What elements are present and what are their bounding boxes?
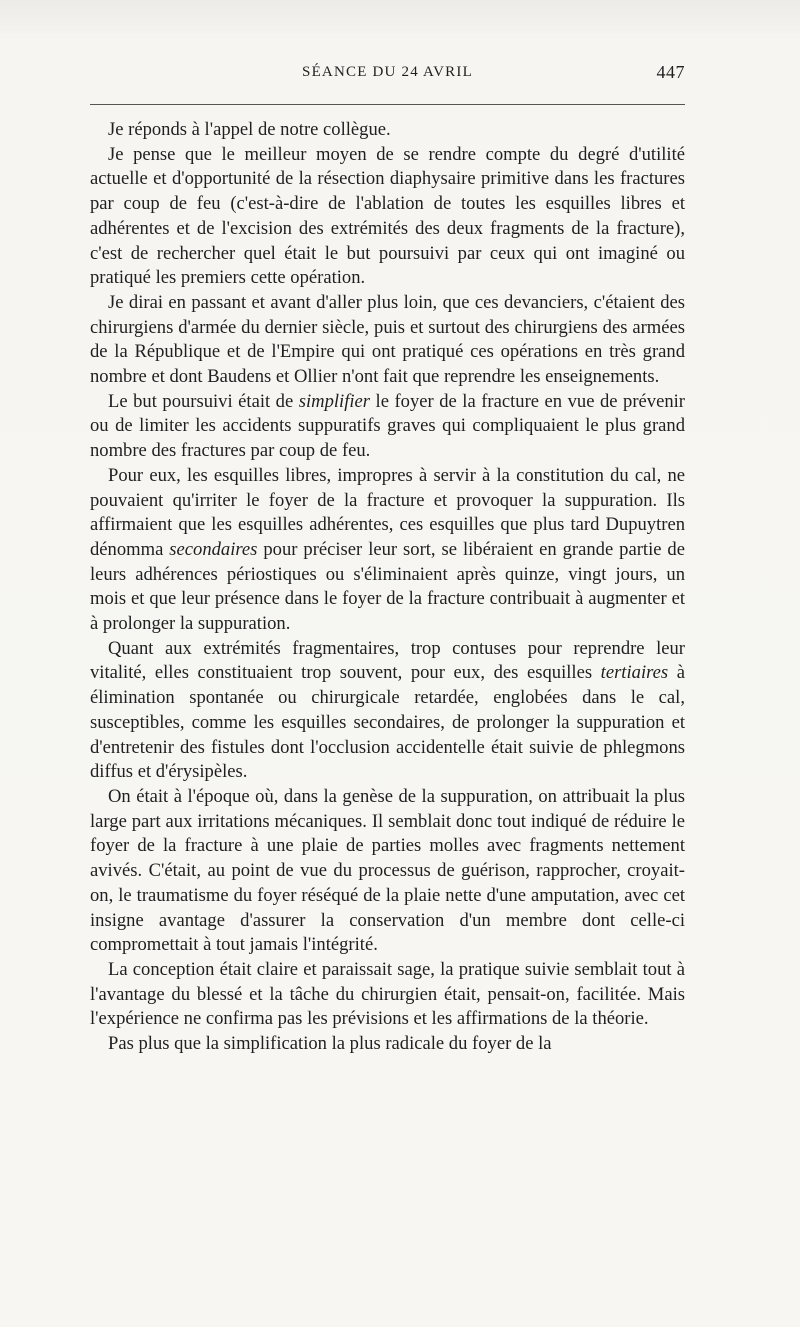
running-head: SÉANCE DU 24 AVRIL (302, 64, 473, 80)
paragraph-2 (90, 143, 685, 291)
italic-term: simplifier (298, 390, 371, 412)
text-run: Pas plus que la simplification la plus radicale du foyer de la (108, 1033, 552, 1055)
text-run: On était à l'époque où, dans la genèse de la suppuration, on attribuait la plus large part aux irritations mécaniques. Il semblait donc tout indiqué de réduire le foyer de la fracture à une plaie de parties molles avec fragments nettement avivés. C'était, au point de vue du processus de guérison, rapprocher, croyait-on, le traumatisme du foyer réséqué de la plaie nette d'une amputation, avec cet insigne avantage d'assurer la conservation d'un membre dont celle-ci compromettait à tout jamais l'intégrité. (90, 785, 685, 956)
text-run: à élimination spontanée ou chirurgicale retardée, englobées dans le cal, susceptibles, comme les esquilles secondaires, de prolonger la suppuration et d'entretenir des fistules dont l'occlusion accidentelle était suivie de phlegmons diffus et d'érysipèles. (90, 662, 685, 783)
paragraph-7 (90, 785, 685, 958)
text-run: pour préciser leur sort, se libéraient en grande partie de leurs adhérences périostiques ou s'éliminaient après quinze, vingt jours, un mois et que leur présence dans le foyer de la fracture contribuait à augmenter et à prolonger la suppuration. (90, 538, 685, 635)
paragraph-9 (90, 1032, 685, 1057)
paragraph-8 (90, 958, 685, 1032)
paragraph-3 (90, 291, 685, 390)
text-run: Je pense que le meilleur moyen de se rendre compte du degré d'utilité actuelle et d'opportunité de la résection diaphysaire primitive dans les fractures par coup de feu (c'est-à-dire de l'ablation de toutes les esquilles libres et adhérentes et de l'excision des extrémités des deux fragments de la fracture), c'est de rechercher quel était le but poursuivi par ceux qui ont imaginé ou pratiqué les premiers cette opération. (90, 143, 685, 289)
text-run: Pour eux, les esquilles libres, impropres à servir à la constitution du cal, ne pouvaient qu'irriter le foyer de la fracture et provoquer la suppuration. Ils affirmaient que les esquilles adhérentes, ces esquilles que plus tard Dupuytren dénomma (90, 464, 685, 560)
paragraph-5 (90, 464, 685, 637)
italic-term: tertiaires (600, 662, 669, 684)
text-run: Je réponds à l'appel de notre collègue. (108, 119, 391, 140)
text-run: Quant aux extrémités fragmentaires, trop contuses pour reprendre leur vitalité, elles constituaient trop souvent, pour eux, des esquilles (90, 637, 685, 684)
text-run: le foyer de la fracture en vue de prévenir ou de limiter les accidents suppuratifs graves qui compliquaient le plus grand nombre des fractures par coup de feu. (90, 390, 685, 462)
header-rule (90, 104, 685, 105)
paragraph-1 (90, 118, 685, 143)
text-run: La conception était claire et paraissait sage, la pratique suivie semblait tout à l'avantage du blessé et la tâche du chirurgien était, pensait-on, facilitée. Mais l'expérience ne confirma pas les prévisions et les affirmations de la théorie. (90, 958, 685, 1030)
paragraph-4 (90, 390, 685, 464)
text-run: Le but poursuivi était de (108, 390, 299, 412)
body-text (90, 118, 685, 1057)
italic-term: secondaires (169, 538, 258, 560)
paragraph-6 (90, 637, 685, 785)
text-run: Je dirai en passant et avant d'aller plus loin, que ces devanciers, c'étaient des chirurgiens d'armée du dernier siècle, puis et surtout des chirurgiens des armées de la République et de l'Empire qui ont pratiqué ces opérations en très grand nombre et dont Baudens et Ollier n'ont fait que reprendre les enseignements. (90, 291, 685, 388)
page-number: 447 (656, 62, 685, 82)
page-header (90, 60, 685, 94)
